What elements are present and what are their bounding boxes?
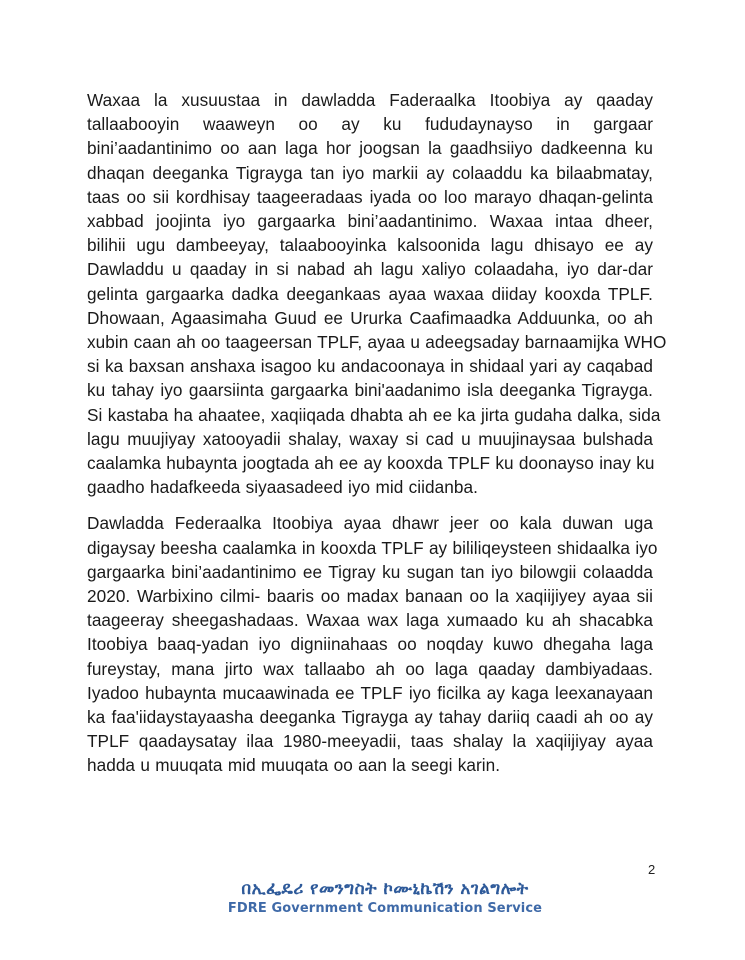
- text-line: tallaabooyin waaweyn oo ay ku fududaynayso in gargaar: [87, 114, 653, 135]
- text-line: Dhowaan, Agaasimaha Guud ee Ururka Caafimaadka Adduunka, oo ah: [87, 307, 653, 328]
- text-line: ka faa'iidaystayaasha deeganka Tigrayga ay tahay dariiq caadi ah oo ay: [87, 707, 653, 728]
- text-line: hadda u muuqata mid muuqata oo aan la seegi karin.: [87, 755, 501, 776]
- footer-organization-english: FDRE Government Communication Service: [227, 901, 543, 916]
- text-line: taas oo sii kordhisay taageeradaas iyada oo loo marayo dhaqan-gelinta: [87, 186, 653, 207]
- text-line: taageeray sheegashadaas. Waxaa wax laga xumaado ku ah shacabka: [87, 610, 653, 631]
- paragraph-2: [87, 511, 658, 777]
- text-line: gargaarka bini’aadantinimo ee Tigray ku sugan tan iyo bilowgii colaadda: [87, 561, 653, 582]
- text-line: caalamka hubaynta joogtada ah ee ay kooxda TPLF ku doonayso inay ku: [87, 453, 655, 474]
- text-line: Dawladdu u qaaday in si nabad ah lagu xaliyo colaadaha, iyo dar-dar: [87, 259, 653, 280]
- text-line: fureystay, mana jirto wax tallaabo ah oo laga qaaday dambiyadaas.: [87, 658, 653, 679]
- text-line: gaadho hadafkeeda siyaasadeed iyo mid ciidanba.: [87, 477, 478, 498]
- footer-organization-amharic: በኢፌዴሪ የመንግስት ኮሙኒኬሽን አገልግሎት: [241, 879, 529, 899]
- text-line: TPLF qaadaysatay ilaa 1980-meeyadii, taas shalay la xaqiijiyay ayaa: [87, 731, 653, 752]
- text-line: Itoobiya baaq-yadan iyo digniinahaas oo noqday kuwo dhegaha laga: [87, 634, 653, 655]
- text-line: Dawladda Federaalka Itoobiya ayaa dhawr jeer oo kala duwan uga: [87, 513, 653, 534]
- text-line: lagu muujiyay xatooyadii shalay, waxay si cad u muujinaysaa bulshada: [87, 428, 653, 449]
- document-body: [87, 88, 667, 790]
- text-line: Iyadoo hubaynta mucaawinada ee TPLF iyo ficilka ay kaga leexanayaan: [87, 682, 653, 703]
- text-line: bini’aadantinimo oo aan laga hor joogsan la gaadhsiiyo dadkeenna ku: [87, 138, 653, 159]
- footer: [180, 878, 590, 918]
- text-line: digaysay beesha caalamka in kooxda TPLF ay bililiqeysteen shidaalka iyo: [87, 537, 658, 558]
- text-line: bilihii ugu dambeeyay, talaabooyinka kalsoonida lagu dhisayo ee ay: [87, 235, 653, 256]
- text-line: ku tahay iyo gaarsiinta gargaarka bini'aadanimo isla deeganka Tigrayga.: [87, 380, 653, 401]
- text-line: xubin caan ah oo taageersan TPLF, ayaa u adeegsaday barnaamijka WHO: [87, 332, 667, 353]
- paragraph-1: [87, 88, 667, 499]
- text-line: xabbad joojinta iyo gargaarka bini’aadantinimo. Waxaa intaa dheer,: [87, 211, 653, 232]
- page-number: 2: [648, 862, 656, 877]
- text-line: si ka baxsan anshaxa isagoo ku andacoonaya in shidaal yari ay caqabad: [87, 356, 653, 377]
- text-line: gelinta gargaarka dadka deegankaas ayaa waxaa diiday kooxda TPLF.: [87, 283, 653, 304]
- text-line: Si kastaba ha ahaatee, xaqiiqada dhabta ah ee ka jirta gudaha dalka, sida: [87, 404, 661, 425]
- text-line: Waxaa la xusuustaa in dawladda Faderaalka Itoobiya ay qaaday: [87, 90, 653, 110]
- text-line: 2020. Warbixino cilmi- baaris oo madax banaan oo la xaqiijiyey ayaa sii: [87, 586, 653, 607]
- text-line: dhaqan deeganka Tigrayga tan iyo markii ay colaaddu ka bilaabmatay,: [87, 162, 653, 183]
